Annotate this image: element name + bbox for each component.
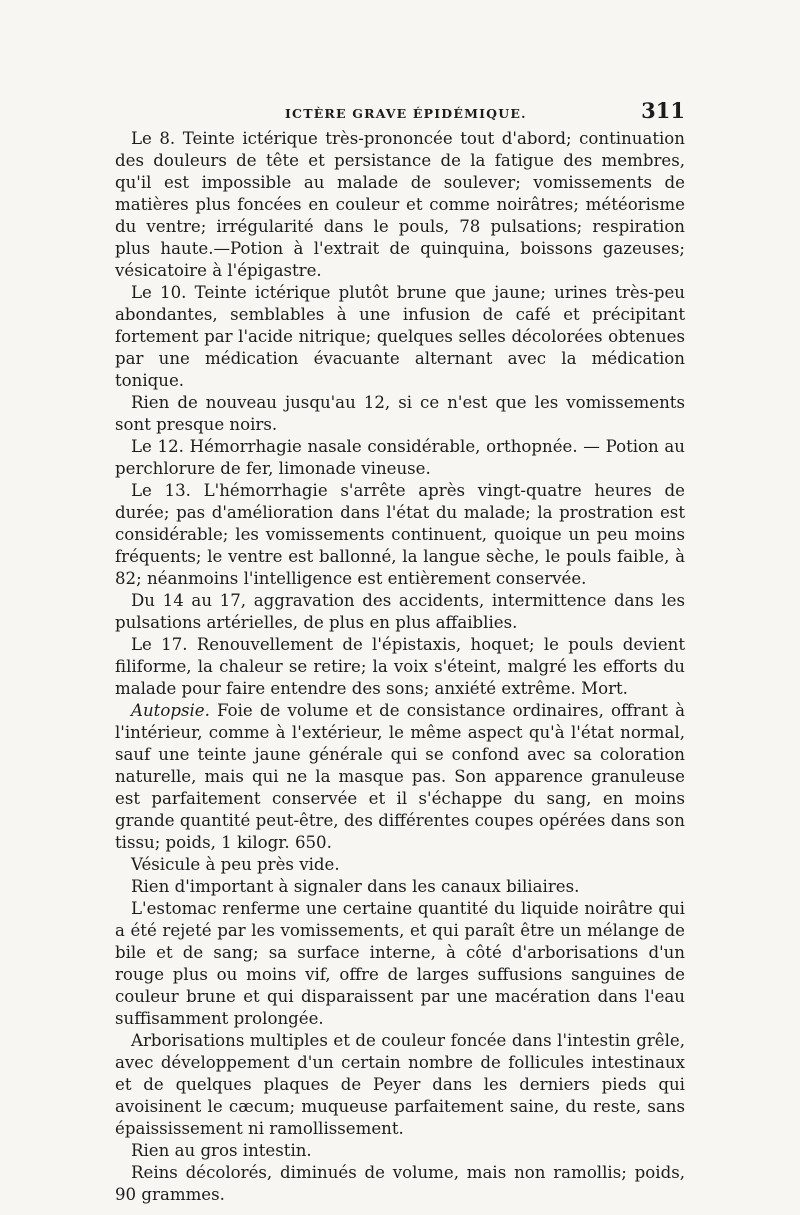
page-header xyxy=(115,96,685,126)
paragraph: Vésicule à peu près vide. xyxy=(131,855,340,874)
paragraph: L'estomac renferme une certaine quantité du liquide noirâtre qui a été rejeté par les vomissements, et qui paraît être un mélange de bile et de sang; sa surface interne, à côté d'arborisations d'un rouge plus ou moins vif, offre de larges suffusions sanguines de couleur brune et qui disparaissent par une macération dans l'eau suffisamment prolongée. xyxy=(115,899,685,1028)
paragraph: Le 13. L'hémorrhagie s'arrête après vingt-quatre heures de durée; pas d'amélioration dans l'état du malade; la prostration est considérable; les vomissements continuent, quoique un peu moins fréquents; le ventre est ballonné, la langue sèche, le pouls faible, à 82; néanmoins l'intelligence est entièrement conservée. xyxy=(115,481,685,588)
autopsy-label: Autopsie. xyxy=(131,701,210,720)
running-head: ICTÈRE GRAVE ÉPIDÉMIQUE. xyxy=(285,106,527,121)
paragraph: Arborisations multiples et de couleur foncée dans l'intestin grêle, avec développement d'un certain nombre de follicules intestinaux et de quelques plaques de Peyer dans les derniers pieds qui avoisinent le cæcum; muqueuse parfaitement saine, du reste, sans épaississement ni ramollissement. xyxy=(115,1031,685,1138)
paragraph: Du 14 au 17, aggravation des accidents, intermittence dans les pulsations artérielles, de plus en plus affaiblies. xyxy=(115,591,685,632)
paragraph: Le 8. Teinte ictérique très-prononcée tout d'abord; continuation des douleurs de tête et persistance de la fatigue des membres, qu'il est impossible au malade de soulever; vomissements de matières plus foncées en couleur et comme noirâtres; météorisme du ventre; irrégularité dans le pouls, 78 pulsations; respiration plus haute.—Potion à l'extrait de quinquina, boissons gazeuses; vésicatoire à l'épigastre. xyxy=(115,129,685,280)
autopsy-paragraph xyxy=(115,700,685,854)
paragraph: Rien d'important à signaler dans les canaux biliaires. xyxy=(131,877,580,896)
paragraph: Rien au gros intestin. xyxy=(131,1141,312,1160)
paragraph: Le 12. Hémorrhagie nasale considérable, orthopnée. — Potion au perchlorure de fer, limonade vineuse. xyxy=(115,437,685,478)
paragraph: Le 17. Renouvellement de l'épistaxis, hoquet; le pouls devient filiforme, la chaleur se retire; la voix s'éteint, malgré les efforts du malade pour faire entendre des sons; anxiété extrême. Mort. xyxy=(115,635,685,698)
page-number: 311 xyxy=(641,98,685,123)
paragraph: Le 10. Teinte ictérique plutôt brune que jaune; urines très-peu abondantes, semblables à une infusion de café et précipitant fortement par l'acide nitrique; quelques selles décolorées obtenues par une médication évacuante alternant avec la médication tonique. xyxy=(115,283,685,390)
paragraph: Reins décolorés, diminués de volume, mais non ramollis; poids, 90 grammes. xyxy=(115,1163,685,1204)
body-text xyxy=(115,128,685,1206)
autopsy-text: Foie de volume et de consistance ordinaires, offrant à l'intérieur, comme à l'extérieur, le même aspect qu'à l'état normal, sauf une teinte jaune générale qui se confond avec sa coloration naturelle, mais qui ne la masque pas. Son apparence granuleuse est parfaitement conservée et il s'échappe du sang, en moins grande quantité peut-être, des différentes coupes opérées dans son tissu; poids, 1 kilogr. 650. xyxy=(115,701,685,852)
paragraph: Rien de nouveau jusqu'au 12, si ce n'est que les vomissements sont presque noirs. xyxy=(115,393,685,434)
